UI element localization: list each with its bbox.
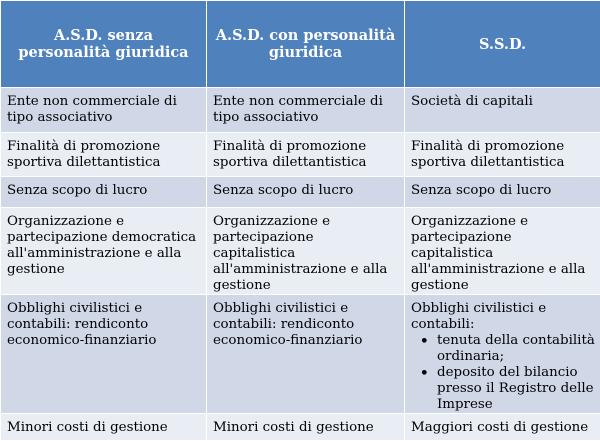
table-cell: Senza scopo di lucro xyxy=(207,177,405,208)
header-asd-senza-personalita: A.S.D. senza personalità giuridica xyxy=(1,1,207,88)
table-cell-obligations xyxy=(405,295,600,414)
table-cell: Ente non commerciale di tipo associativo xyxy=(1,88,207,133)
table-cell: Minori costi di gestione xyxy=(1,414,207,441)
list-item xyxy=(437,365,595,413)
table-cell: Minori costi di gestione xyxy=(207,414,405,441)
table-cell: Organizzazione e partecipazione democratica all'amministrazione e alla gestione xyxy=(1,208,207,295)
list-item xyxy=(437,333,595,365)
table-cell: Obblighi civilistici e contabili: rendiconto economico-finanziario xyxy=(1,295,207,414)
table-row xyxy=(1,88,600,133)
list-item-text: deposito del bilancio presso il Registro delle Imprese xyxy=(437,365,594,412)
table-header xyxy=(1,1,600,88)
table-row xyxy=(1,208,600,295)
table-cell: Finalità di promozione sportiva dilettantistica xyxy=(1,133,207,177)
table-cell: Organizzazione e partecipazione capitalistica all'amministrazione e alla gestione xyxy=(405,208,600,295)
table-body xyxy=(1,88,600,441)
list-item-text: tenuta della contabilità ordinaria; xyxy=(437,333,595,364)
bullet-icon: • xyxy=(420,333,429,349)
table-row xyxy=(1,177,600,208)
table-cell: Società di capitali xyxy=(405,88,600,133)
table-row xyxy=(1,295,600,414)
table-cell: Organizzazione e partecipazione capitalistica all'amministrazione e alla gestione xyxy=(207,208,405,295)
table-cell: Finalità di promozione sportiva dilettantistica xyxy=(405,133,600,177)
table-cell: Senza scopo di lucro xyxy=(405,177,600,208)
header-row xyxy=(1,1,600,88)
header-ssd: S.S.D. xyxy=(405,1,600,88)
bullet-icon: • xyxy=(420,365,429,381)
table-row xyxy=(1,133,600,177)
table-cell: Senza scopo di lucro xyxy=(1,177,207,208)
header-asd-con-personalita: A.S.D. con personalità giuridica xyxy=(207,1,405,88)
obligations-list xyxy=(411,333,595,413)
table-cell: Obblighi civilistici e contabili: rendiconto economico-finanziario xyxy=(207,295,405,414)
table-cell: Finalità di promozione sportiva dilettantistica xyxy=(207,133,405,177)
obligations-heading: Obblighi civilistici e contabili: xyxy=(411,301,595,333)
table-cell: Ente non commerciale di tipo associativo xyxy=(207,88,405,133)
table-cell: Maggiori costi di gestione xyxy=(405,414,600,441)
